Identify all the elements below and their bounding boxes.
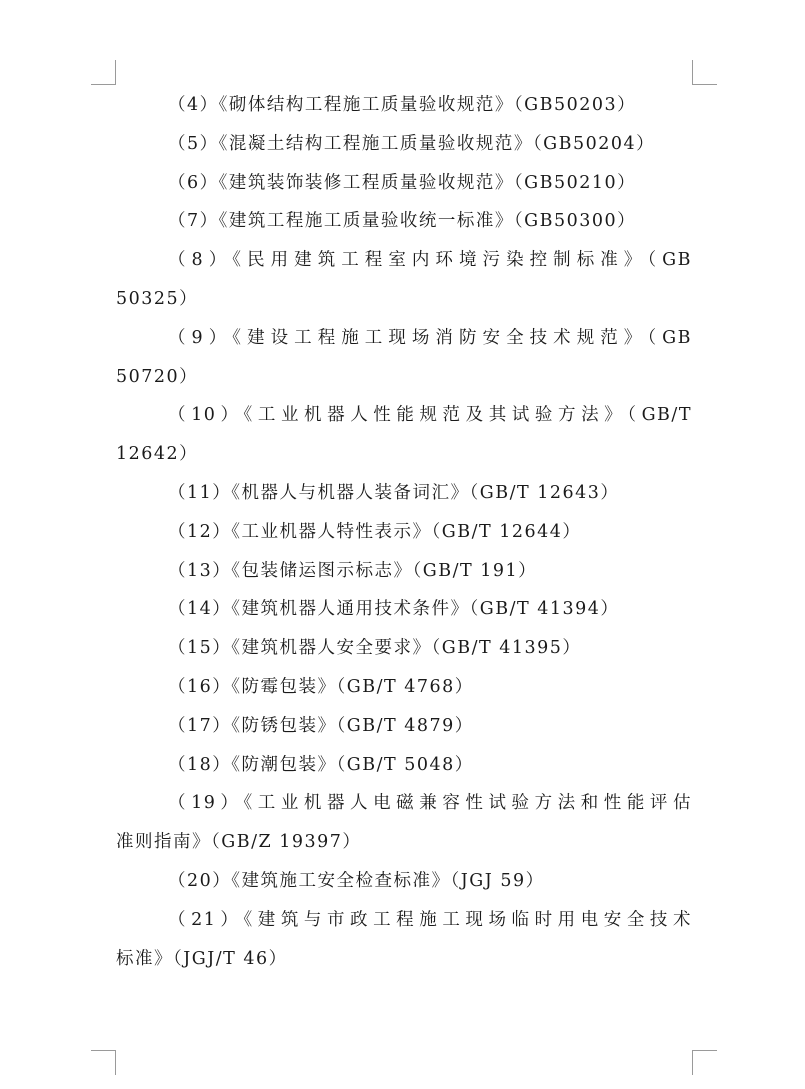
corner-mark-bottom-right (692, 1050, 717, 1075)
list-item: （6）《建筑装饰装修工程质量验收规范》（GB50210） (168, 172, 637, 193)
list-item: （20）《建筑施工安全检查标准》（JGJ 59） (168, 870, 545, 891)
list-item-continuation: 标准》（JGJ/T 46） (116, 948, 288, 969)
list-item: （5）《混凝土结构工程施工质量验收规范》（GB50204） (168, 133, 656, 154)
list-item: （13）《包装储运图示标志》（GB/T 191） (168, 560, 538, 581)
list-item: （15）《建筑机器人安全要求》（GB/T 41395） (168, 638, 582, 659)
list-item: （18）《防潮包装》（GB/T 5048） (168, 754, 474, 775)
list-item: （4）《砌体结构工程施工质量验收规范》（GB50203） (168, 95, 637, 115)
list-item: （17）《防锈包装》（GB/T 4879） (168, 715, 474, 736)
list-item: （21）《建筑与市政工程施工现场临时用电安全技术 (168, 909, 692, 930)
list-item: （10）《工业机器人性能规范及其试验方法》（GB/T (168, 405, 692, 426)
list-item: （7）《建筑工程施工质量验收统一标准》（GB50300） (168, 211, 637, 232)
list-item: （19）《工业机器人电磁兼容性试验方法和性能评估 (168, 793, 692, 814)
list-item-continuation: 50325） (116, 288, 199, 309)
list-item-continuation: 12642） (116, 444, 199, 465)
list-item: （11）《机器人与机器人装备词汇》（GB/T 12643） (168, 482, 620, 503)
reference-standards-list (116, 86, 692, 978)
list-item: （14）《建筑机器人通用技术条件》（GB/T 41394） (168, 599, 620, 620)
corner-mark-top-right (692, 60, 717, 85)
corner-mark-top-left (91, 60, 116, 85)
list-item: （8）《民用建筑工程室内环境污染控制标准》（GB (168, 250, 692, 271)
list-item: （16）《防霉包装》（GB/T 4768） (168, 676, 474, 697)
corner-mark-bottom-left (91, 1050, 116, 1075)
list-item: （12）《工业机器人特性表示》（GB/T 12644） (168, 521, 582, 542)
list-item-continuation: 50720） (116, 366, 199, 387)
list-item: （9）《建设工程施工现场消防安全技术规范》（GB (168, 327, 692, 348)
list-item-continuation: 准则指南》（GB/Z 19397） (116, 832, 362, 853)
